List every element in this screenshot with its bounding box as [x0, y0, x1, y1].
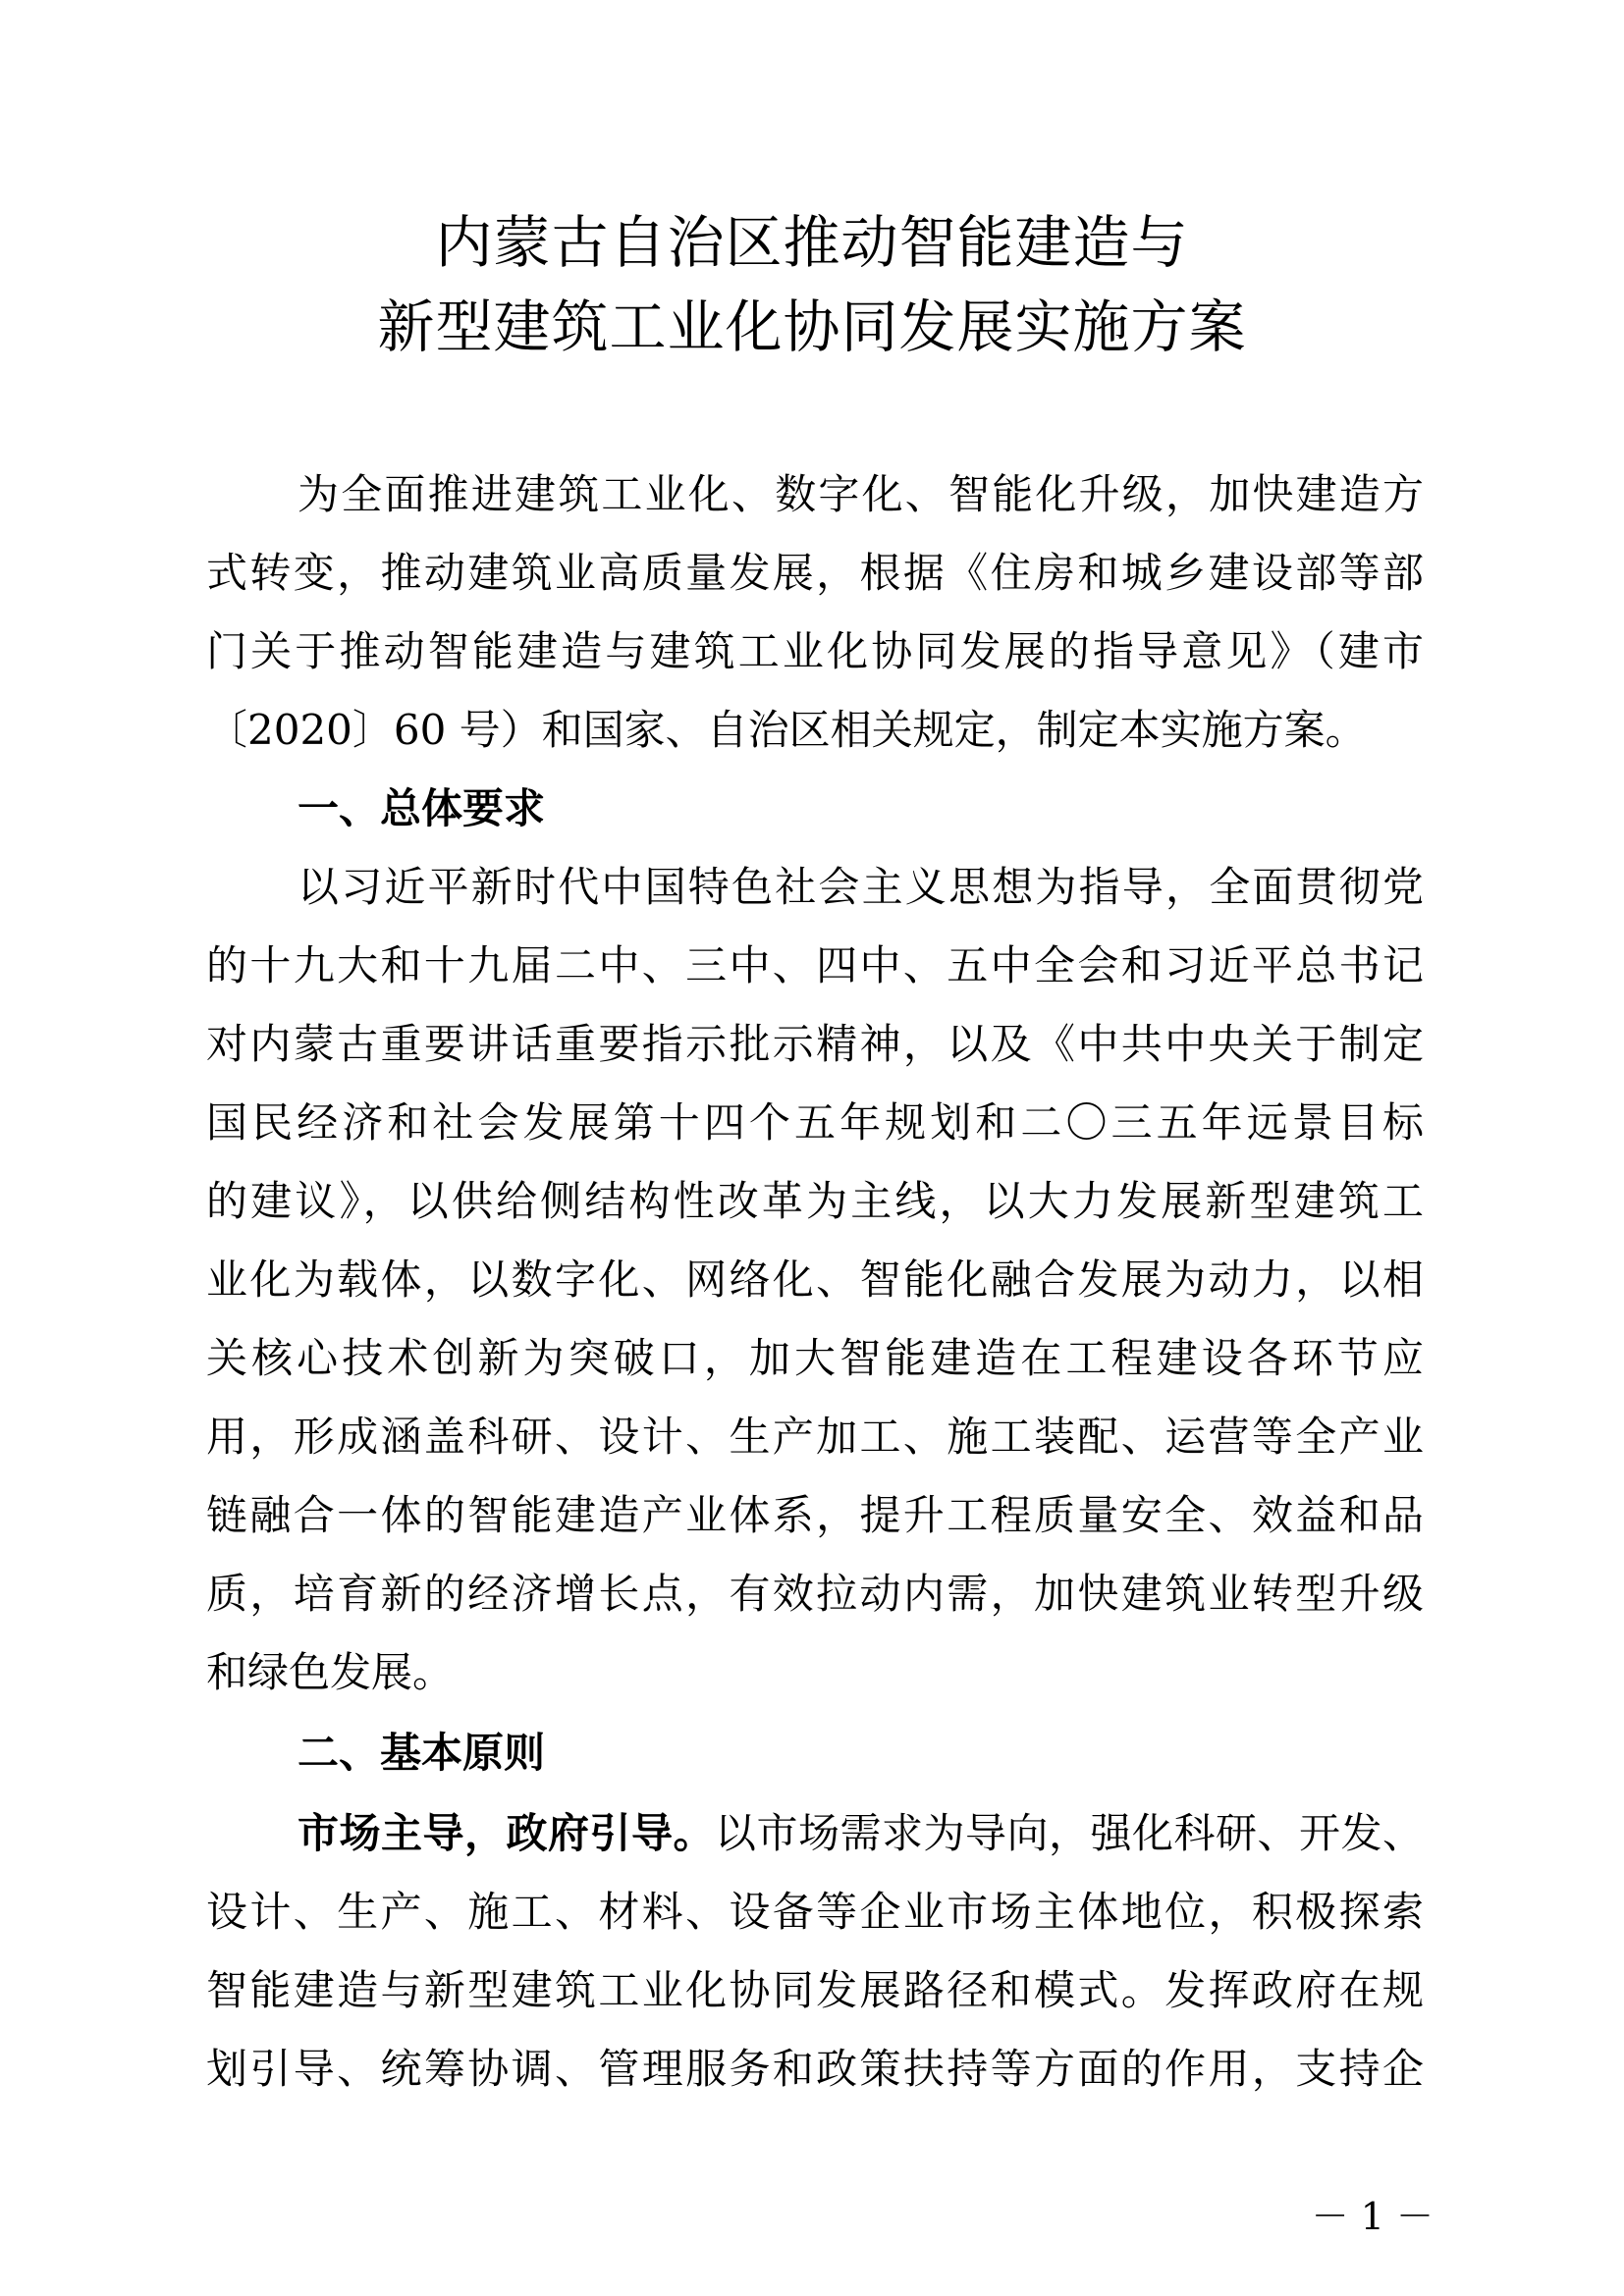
paragraph-line: 式转变，推动建筑业高质量发展，根据《住房和城乡建设部等部: [206, 549, 1424, 597]
section-heading-general-requirements: 一、总体要求: [298, 784, 546, 832]
paragraph-line: 关核心技术创新为突破口，加大智能建造在工程建设各环节应: [206, 1334, 1424, 1382]
paragraph-line: 为全面推进建筑工业化、数字化、智能化升级，加快建造方: [298, 470, 1424, 518]
paragraph-line: [298, 1794, 1424, 1873]
paragraph-line: 的建议》，以供给侧结构性改革为主线，以大力发展新型建筑工: [206, 1177, 1424, 1225]
paragraph-line: 和绿色发展。: [206, 1648, 455, 1696]
paragraph-line: 的十九大和十九届二中、三中、四中、五中全会和习近平总书记: [206, 941, 1424, 989]
section-heading-basic-principles: 二、基本原则: [298, 1729, 546, 1777]
paragraph-line: 设计、生产、施工、材料、设备等企业市场主体地位，积极探索: [206, 1888, 1424, 1936]
paragraph-line: 门关于推动智能建造与建筑工业化协同发展的指导意见》（建市: [206, 627, 1424, 675]
principle-text: 以市场需求为导向，强化科研、开发、: [715, 1809, 1424, 1857]
page-number: － 1 －: [1311, 2195, 1434, 2238]
paragraph-line: 业化为载体，以数字化、网络化、智能化融合发展为动力，以相: [206, 1255, 1424, 1304]
paragraph-line: 质，培育新的经济增长点，有效拉动内需，加快建筑业转型升级: [206, 1570, 1424, 1618]
paragraph-line: 国民经济和社会发展第十四个五年规划和二〇三五年远景目标: [206, 1098, 1424, 1147]
paragraph-line: 〔2020〕60 号）和国家、自治区相关规定，制定本实施方案。: [206, 706, 1367, 754]
paragraph-line: 用，形成涵盖科研、设计、生产加工、施工装配、运营等全产业: [206, 1413, 1424, 1461]
paragraph-line: 智能建造与新型建筑工业化协同发展路径和模式。发挥政府在规: [206, 1966, 1424, 2014]
principle-title: 市场主导，政府引导。: [298, 1809, 715, 1857]
title-line-2: 新型建筑工业化协同发展实施方案: [377, 294, 1247, 360]
paragraph-line: 划引导、统筹协调、管理服务和政策扶持等方面的作用，支持企: [206, 2045, 1424, 2093]
paragraph-line: 对内蒙古重要讲话重要指示批示精神，以及《中共中央关于制定: [206, 1020, 1424, 1068]
title-line-1: 内蒙古自治区推动智能建造与: [435, 209, 1189, 276]
paragraph-line: 链融合一体的智能建造产业体系，提升工程质量安全、效益和品: [206, 1491, 1424, 1539]
paragraph-line: 以习近平新时代中国特色社会主义思想为指导，全面贯彻党: [298, 863, 1424, 911]
